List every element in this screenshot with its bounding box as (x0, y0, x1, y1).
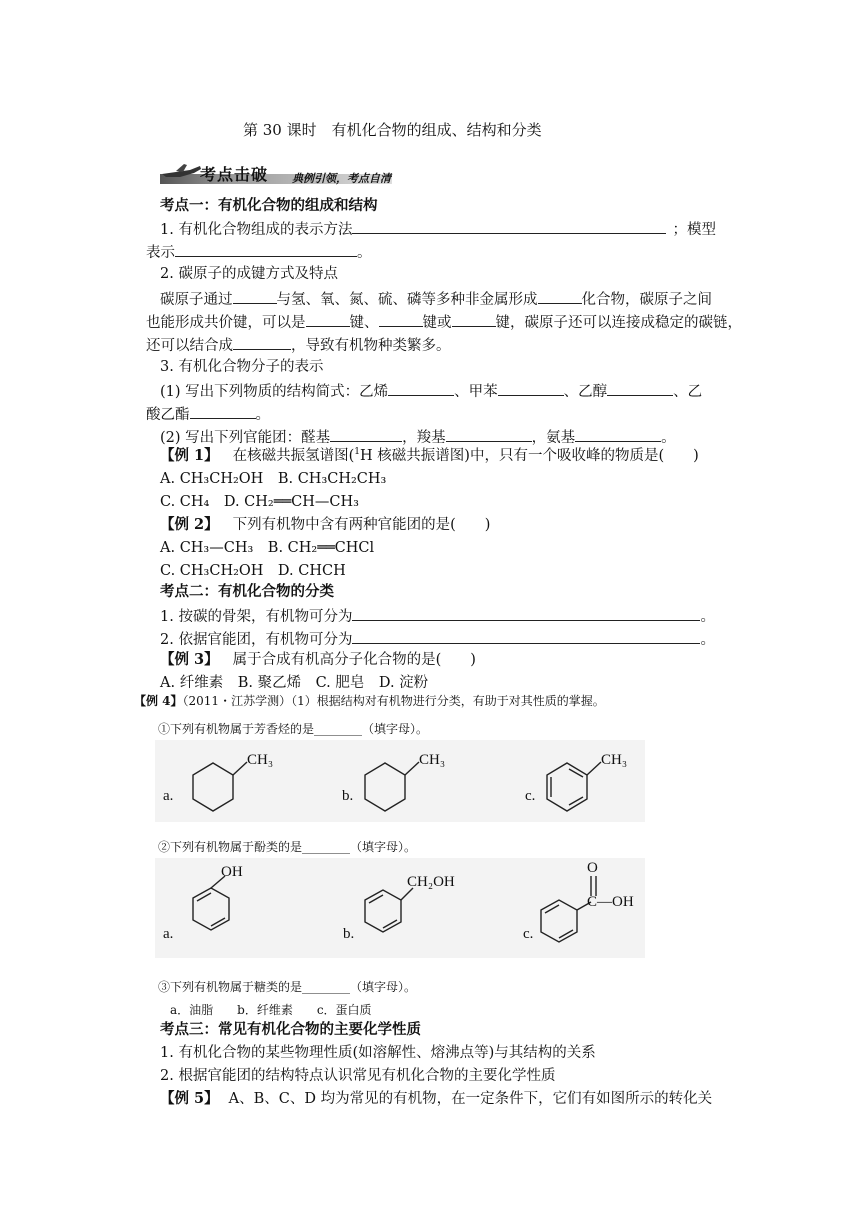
methyl-label: CH₃ (419, 752, 446, 768)
blank (306, 311, 350, 327)
text: (1) 写出下列物质的结构简式：乙烯 (160, 384, 389, 400)
s1-q3-1 (160, 380, 702, 402)
blank (190, 403, 256, 419)
blank (452, 311, 496, 327)
molecule-label-a: a. (163, 788, 174, 804)
blank (498, 380, 564, 396)
example-4 (134, 692, 605, 709)
oxygen-label: O (587, 860, 598, 876)
s1-p1 (160, 288, 712, 310)
text: H 核磁共振谱图)中，只有一个吸收峰的物质是( ) (360, 448, 699, 464)
blank (175, 241, 357, 257)
blank (352, 218, 666, 234)
example-3 (160, 650, 476, 670)
ex3-options: A. 纤维素 B. 聚乙烯 C. 肥皂 D. 淀粉 (160, 675, 429, 691)
example-label: 【例 2】 (160, 516, 219, 533)
s1-q2: 2. 碳原子的成键方式及特点 (160, 266, 338, 282)
example-2 (160, 515, 490, 535)
s1-p3 (146, 334, 451, 356)
text: （2011・江苏学测）（1）根据结构对有机物进行分类，有助于对其性质的掌握。 (182, 694, 605, 708)
ex2-options-cd: C. CH₃CH₂OH D. CHCH (160, 563, 346, 579)
molecule-row-1 (155, 740, 645, 822)
ex4-q3-options: a．油脂 b．纤维素 c．蛋白质 (170, 1003, 372, 1017)
example-label: 【例 5】 (160, 1090, 219, 1107)
superscript: 1 (354, 447, 361, 458)
s1-q3-1-line2 (146, 403, 270, 425)
text: 1. 按碳的骨架，有机物可分为 (160, 609, 353, 625)
example-1 (160, 446, 699, 466)
s3-q2: 2. 根据官能团的结构特点认识常见有机化合物的主要化学性质 (160, 1068, 556, 1084)
text: ，导致有机物种类繁多。 (291, 338, 451, 354)
text: 键、 (349, 315, 379, 331)
text: 、乙醇 (563, 384, 608, 400)
section3-heading: 考点三：常见有机化合物的主要化学性质 (160, 1022, 421, 1038)
section1-heading: 考点一：有机化合物的组成和结构 (160, 198, 378, 214)
s2-q2 (160, 628, 715, 650)
text: 也能形成共价键，可以是 (146, 315, 306, 331)
s1-q3-2 (160, 426, 676, 448)
ex2-options-ab: A. CH₃—CH₃ B. CH₂══CHCl (160, 540, 375, 556)
blank (233, 288, 277, 304)
text: 、甲苯 (454, 384, 498, 400)
example-label: 【例 4】 (134, 694, 183, 708)
text: ，氨基 (531, 430, 576, 446)
text: ，羧基 (402, 430, 446, 446)
blank (388, 380, 454, 396)
s1-p2 (146, 311, 742, 333)
text: A、B、C、D 均为常见的有机物，在一定条件下，它们有如图所示的转化关 (228, 1091, 713, 1107)
example-5 (160, 1089, 712, 1109)
section2-heading: 考点二：有机化合物的分类 (160, 584, 334, 600)
text: 化合物，碳原子之间 (581, 292, 712, 308)
ex4-q3: ③下列有机物属于糖类的是________（填字母）。 (158, 980, 417, 994)
molecule-label-c: c. (523, 926, 534, 942)
text: 。 (700, 609, 715, 625)
text: 、乙 (673, 384, 703, 400)
example-label: 【例 1】 (160, 447, 219, 464)
text: 下列有机物中含有两种官能团的是( ) (232, 517, 491, 533)
molecule-row-1-drawing (155, 740, 645, 822)
banner-heading: 考点击破 (200, 165, 269, 184)
text: 。 (661, 430, 676, 446)
molecule-label-b: b. (342, 788, 354, 804)
text: 碳原子通过 (160, 292, 233, 308)
banner-subtitle: 典例引领，考点自清 (292, 172, 391, 185)
s1-q1-text2: ；模型 (672, 222, 716, 238)
blank (352, 605, 700, 621)
text: 还可以结合成 (146, 338, 233, 354)
molecule-label-b: b. (343, 926, 355, 942)
molecule-label-a: a. (163, 926, 174, 942)
ex4-q2: ②下列有机物属于酚类的是________（填字母）。 (158, 840, 417, 854)
s1-q1-text: 1. 有机化合物组成的表示方法 (160, 222, 353, 238)
blank (330, 426, 402, 442)
blank (607, 380, 673, 396)
text: 键，碳原子还可以连接成稳定的碳链， (495, 315, 742, 331)
methyl-label: CH₃ (247, 752, 274, 768)
s1-q3: 3. 有机化合物分子的表示 (160, 359, 324, 375)
example-label: 【例 3】 (160, 651, 219, 668)
airplane-icon (160, 160, 202, 182)
blank (446, 426, 532, 442)
ex1-options-cd: C. CH₄ D. CH₂══CH—CH₃ (160, 494, 359, 510)
molecule-label-c: c. (525, 788, 536, 804)
blank (379, 311, 423, 327)
s1-q1-line2 (146, 241, 372, 263)
s1-q1-text4: 。 (357, 245, 372, 261)
blank (538, 288, 582, 304)
page-title: 第 30 课时 有机化合物的组成、结构和分类 (243, 121, 542, 139)
methyl-label: CH₃ (601, 752, 628, 768)
carboxyl-label: C—OH (587, 894, 634, 910)
blank (575, 426, 661, 442)
ch2oh-label: CH₂OH (407, 874, 455, 890)
s3-q1: 1. 有机化合物的某些物理性质(如溶解性、熔沸点等)与其结构的关系 (160, 1045, 596, 1061)
s1-q1 (160, 218, 716, 240)
molecule-row-2 (155, 858, 645, 958)
text: 。 (700, 632, 715, 648)
blank (233, 334, 291, 350)
blank (352, 628, 700, 644)
hydroxyl-label: OH (221, 864, 243, 880)
text: 在核磁共振氢谱图( (232, 448, 355, 464)
text: (2) 写出下列官能团：醛基 (160, 430, 331, 446)
ex4-q1: ①下列有机物属于芳香烃的是________（填字母）。 (158, 722, 429, 736)
text: 键或 (422, 315, 452, 331)
text: 属于合成有机高分子化合物的是( ) (232, 652, 476, 668)
ex1-options-ab: A. CH₃CH₂OH B. CH₃CH₂CH₃ (160, 471, 387, 487)
s2-q1 (160, 605, 715, 627)
s1-q1-text3: 表示 (146, 245, 175, 261)
text: 。 (255, 407, 270, 423)
text: 与氢、氧、氮、硫、磷等多种非金属形成 (276, 292, 538, 308)
text: 酸乙酯 (146, 407, 190, 423)
text: 2. 依据官能团，有机物可分为 (160, 632, 353, 648)
